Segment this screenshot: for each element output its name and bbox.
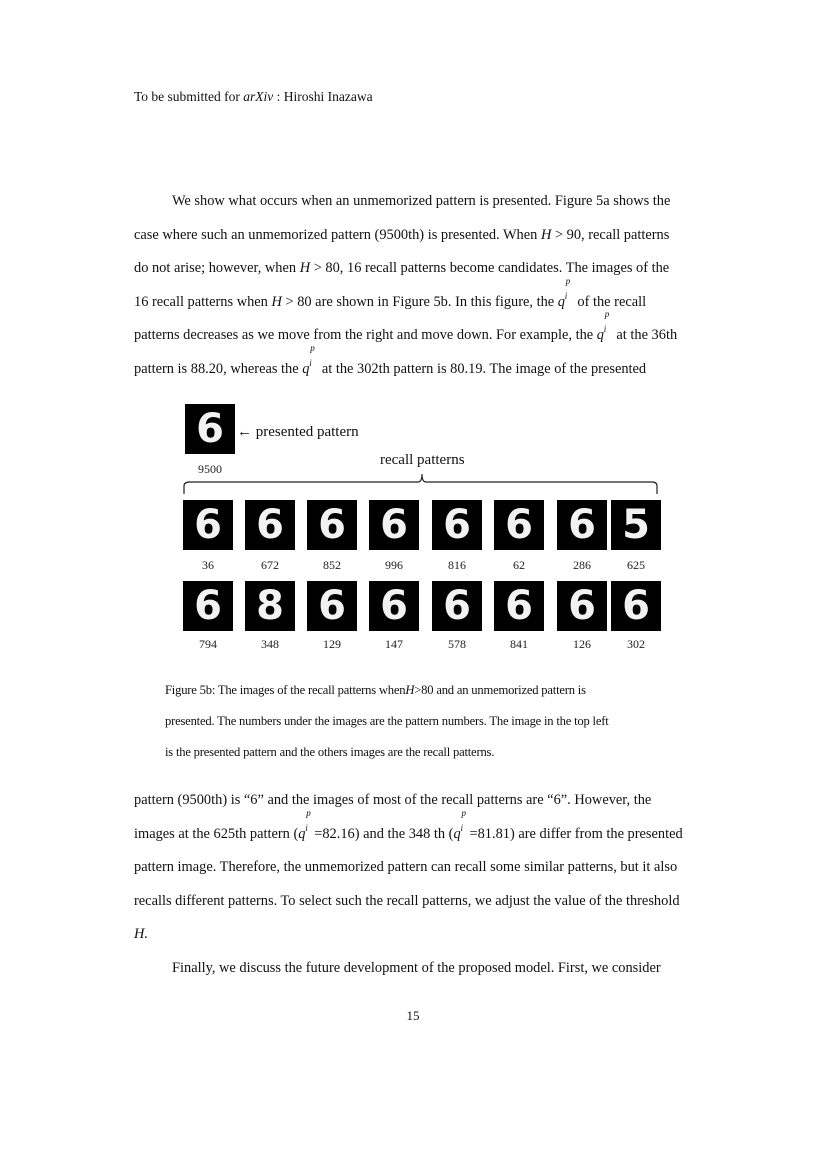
recall-pattern-number: 348 — [261, 637, 279, 651]
p2-line-4: recalls different patterns. To select such the recall patterns, we adjust the value of the threshold — [134, 892, 680, 909]
p1-line-5: patterns decreases as we move from the right and move down. For example, the q p i at the 36th — [134, 319, 692, 353]
header-prefix: To be submitted for — [134, 89, 240, 104]
recall-pattern-number: 286 — [573, 558, 591, 572]
q-symbol: q p i — [557, 275, 571, 310]
caption-line-2: presented. The numbers under the images are the pattern numbers. The image in the top left — [165, 714, 609, 728]
recall-pattern-image: 8 — [245, 581, 295, 631]
p1-line-4: 16 recall patterns when H > 80 are shown in Figure 5b. In this figure, the q p i of the recall — [134, 286, 692, 320]
presented-pattern-label: ← presented pattern — [237, 424, 359, 440]
recall-pattern-image: 6 — [432, 500, 482, 550]
recall-pattern-number: 147 — [385, 637, 403, 651]
running-header — [134, 89, 373, 105]
recall-pattern-image: 6 — [307, 581, 357, 631]
figure-caption — [165, 675, 665, 768]
q-symbol: q p i — [453, 807, 466, 842]
recall-pattern-number: 62 — [513, 558, 525, 572]
recall-pattern-number: 578 — [448, 637, 466, 651]
presented-pattern-number: 9500 — [198, 462, 222, 476]
p1-line-1: We show what occurs when an unmemorized pattern is presented. Figure 5a shows the — [172, 193, 671, 209]
page-number: 15 — [406, 1008, 420, 1023]
header-author: : Hiroshi Inazawa — [276, 89, 373, 104]
recall-pattern-number: 841 — [510, 637, 528, 651]
header-venue: arXiv — [243, 89, 274, 104]
recall-pattern-number: 625 — [627, 558, 645, 572]
recall-pattern-image: 6 — [245, 500, 295, 550]
recall-pattern-image: 6 — [432, 581, 482, 631]
caption-line-1: Figure 5b: The images of the recall patterns whenH>80 and an unmemorized pattern is — [165, 683, 586, 697]
p2-line-3: pattern image. Therefore, the unmemorized pattern can recall some similar patterns, but it also — [134, 859, 678, 876]
recall-pattern-image: 6 — [494, 500, 544, 550]
recall-pattern-image: 6 — [557, 581, 607, 631]
recall-pattern-image: 6 — [183, 581, 233, 631]
recall-pattern-image: 6 — [307, 500, 357, 550]
recall-pattern-image: 6 — [611, 581, 661, 631]
recall-pattern-number: 126 — [573, 637, 591, 651]
p1-line-6: pattern is 88.20, whereas the q p i at the 302th pattern is 80.19. The image of the presented — [134, 353, 692, 387]
paragraph-1 — [134, 185, 692, 387]
recall-pattern-number: 302 — [627, 637, 645, 651]
recall-pattern-image: 6 — [557, 500, 607, 550]
recall-pattern-image: 6 — [369, 581, 419, 631]
p1-line-2: case where such an unmemorized pattern (9500th) is presented. When H > 90, recall patterns — [134, 226, 670, 243]
q-symbol: q p i — [302, 342, 315, 377]
q-symbol: q p i — [596, 309, 610, 344]
recall-pattern-number: 852 — [323, 558, 341, 572]
caption-line-3: is the presented pattern and the others images are the recall patterns. — [165, 745, 495, 759]
p3-line-1: Finally, we discuss the future development of the proposed model. First, we consider — [172, 959, 661, 976]
recall-pattern-number: 672 — [261, 558, 279, 572]
recall-pattern-number: 794 — [199, 637, 217, 651]
presented-pattern-image: 6 — [185, 404, 235, 454]
recall-pattern-image: 6 — [183, 500, 233, 550]
q-symbol: q p i — [298, 807, 311, 842]
recall-pattern-number: 816 — [448, 558, 466, 572]
p2-line-1: pattern (9500th) is “6” and the images of most of the recall patterns are “6”. However, the — [134, 792, 652, 808]
recall-pattern-number: 36 — [202, 558, 214, 572]
recall-patterns-label: recall patterns — [380, 452, 465, 468]
paragraph-2 — [134, 784, 692, 986]
p2-line-2: images at the 625th pattern (q p i =82.16) and the 348 th (q p i =81.81) are differ from the presented — [134, 818, 692, 852]
recall-pattern-image: 6 — [369, 500, 419, 550]
p2-line-5: H. — [134, 926, 148, 943]
recall-pattern-number: 129 — [323, 637, 341, 651]
recall-pattern-number: 996 — [385, 558, 403, 572]
recall-pattern-image: 6 — [494, 581, 544, 631]
p1-line-3: do not arise; however, when H > 80, 16 recall patterns become candidates. The images of the — [134, 260, 670, 277]
recall-pattern-image: 5 — [611, 500, 661, 550]
